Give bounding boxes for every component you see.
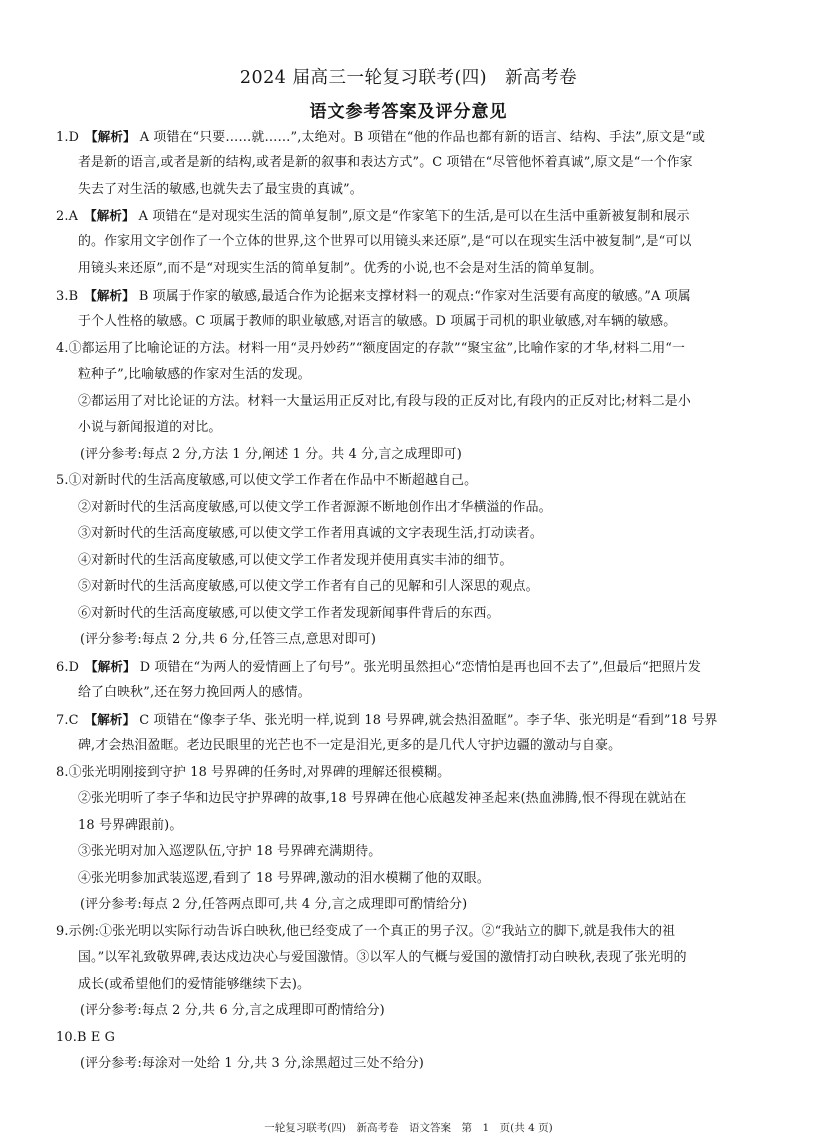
q9-scoring-note: (评分参考:每点 2 分,共 6 分,言之成理即可酌情给分) bbox=[80, 1003, 385, 1018]
q3-text: B 项属于作家的敏感,最适合作为论据来支撑材料一的观点:“作家对生活要有高度的敏感。”A 项属 bbox=[138, 289, 691, 304]
q2-analysis-tag: 【解析】 bbox=[84, 208, 135, 223]
q6-text: D 项错在“为两人的爱情画上了句号”。张光明虽然担心“恋情怕是再也回不去了”,但最后“把照片发 bbox=[139, 660, 701, 675]
q4-scoring-note: (评分参考:每点 2 分,方法 1 分,阐述 1 分。共 4 分,言之成理即可) bbox=[80, 447, 462, 462]
q3-line-2: 于个人性格的敏感。C 项属于教师的职业敏感,对语言的敏感。D 项属于司机的职业敏感,对车辆的敏感。 bbox=[78, 314, 677, 329]
q5-line-1: 5.①对新时代的生活高度敏感,可以使文学工作者在作品中不断超越自己。 bbox=[56, 473, 478, 488]
q1-text: A 项错在“只要……就……”,太绝对。B 项错在“他的作品也都有新的语言、结构、手法”,原文是“或 bbox=[139, 130, 706, 145]
q1-line-2: 者是新的语言,或者是新的结构,或者是新的叙事和表达方式”。C 项错在“尽管他怀着真诚”,原文是“一个作家 bbox=[78, 155, 693, 170]
q4-line-1: 4.①都运用了比喻论证的方法。材料一用“灵丹妙药”“额度固定的存款”“聚宝盆”,比喻作家的才华,材料二用“一 bbox=[56, 341, 686, 356]
q2-line-1 bbox=[56, 207, 776, 226]
q7-line-2: 碑,才会热泪盈眶。老边民眼里的光芒也不一定是泪光,更多的是几代人守护边疆的激动与自豪。 bbox=[78, 738, 622, 753]
q1-line-3: 失去了对生活的敏感,也就失去了最宝贵的真诚”。 bbox=[78, 182, 363, 197]
q6-line-1 bbox=[56, 658, 776, 677]
q7-analysis-tag: 【解析】 bbox=[84, 712, 136, 727]
q8-line-3: 18 号界碑跟前)。 bbox=[78, 818, 183, 833]
q7-line-1 bbox=[56, 711, 776, 730]
q10-scoring-note: (评分参考:每涂对一处给 1 分,共 3 分,涂黑超过三处不给分) bbox=[80, 1056, 424, 1071]
q5-line-5: ⑤对新时代的生活高度敏感,可以使文学工作者有自己的见解和引人深思的观点。 bbox=[78, 579, 539, 594]
q4-line-4: 小说与新闻报道的对比。 bbox=[78, 420, 222, 435]
q6-answer: 6.D bbox=[56, 660, 80, 675]
q8-line-5: ④张光明参加武装巡逻,看到了 18 号界碑,激动的泪水模糊了他的双眼。 bbox=[78, 871, 490, 886]
q4-line-3: ②都运用了对比论证的方法。材料一大量运用正反对比,有段与段的正反对比,有段内的正反对比;材料二是小 bbox=[78, 394, 691, 409]
q8-line-4: ③张光明对加入巡逻队伍,守护 18 号界碑充满期待。 bbox=[78, 844, 382, 859]
q2-line-2: 的。作家用文字创作了一个立体的世界,这个世界可以用镜头来还原”,是“可以在现实生活中被复制”,是“可以 bbox=[78, 234, 692, 249]
q1-analysis-tag: 【解析】 bbox=[85, 129, 136, 144]
q3-analysis-tag: 【解析】 bbox=[84, 288, 135, 303]
q1-answer: 1.D bbox=[56, 130, 80, 145]
q7-answer: 7.C bbox=[56, 713, 79, 728]
q9-line-1: 9.示例:①张光明以实际行动告诉白映秋,他已经变成了一个真正的男子汉。②“我站立的脚下,就是我伟大的祖 bbox=[56, 924, 676, 939]
q5-scoring-note: (评分参考:每点 2 分,共 6 分,任答三点,意思对即可) bbox=[80, 632, 377, 647]
page-title: 2024 届高三一轮复习联考(四) 新高考卷 bbox=[239, 68, 578, 88]
page-subtitle: 语文参考答案及评分意见 bbox=[309, 102, 508, 122]
q5-line-2: ②对新时代的生活高度敏感,可以使文学工作者源源不断地创作出才华横溢的作品。 bbox=[78, 500, 552, 515]
q2-answer: 2.A bbox=[56, 209, 79, 224]
q5-line-4: ④对新时代的生活高度敏感,可以使文学工作者发现并使用真实丰沛的细节。 bbox=[78, 553, 513, 568]
q8-line-1: 8.①张光明刚接到守护 18 号界碑的任务时,对界碑的理解还很模糊。 bbox=[56, 765, 451, 780]
q6-analysis-tag: 【解析】 bbox=[85, 659, 136, 674]
q8-scoring-note: (评分参考:每点 2 分,任答两点即可,共 4 分,言之成理即可酌情给分) bbox=[80, 897, 468, 912]
q4-line-2: 粒种子”,比喻敏感的作家对生活的发现。 bbox=[78, 367, 311, 382]
q2-line-3: 用镜头来还原”,而不是“对现实生活的简单复制”。优秀的小说,也不会是对生活的简单复制。 bbox=[78, 261, 603, 276]
q5-line-3: ③对新时代的生活高度敏感,可以使文学工作者用真诚的文字表现生活,打动读者。 bbox=[78, 526, 543, 541]
q9-line-2: 国。”以军礼致敬界碑,表达戍边决心与爱国激情。③以军人的气概与爱国的激情打动白映秋,表现了张光明的 bbox=[78, 950, 687, 965]
page-footer: 一轮复习联考(四) 新高考卷 语文答案 第 1 页(共 4 页) bbox=[264, 1122, 553, 1134]
q9-line-3: 成长(或希望他们的爱情能够继续下去)。 bbox=[78, 977, 311, 992]
q7-text: C 项错在“像李子华、张光明一样,说到 18 号界碑,就会热泪盈眶”。李子华、张光明是“看到”18 号界 bbox=[139, 713, 718, 728]
q5-line-6: ⑥对新时代的生活高度敏感,可以使文学工作者发现新闻事件背后的东西。 bbox=[78, 606, 500, 621]
q3-answer: 3.B bbox=[56, 289, 79, 304]
q8-line-2: ②张光明听了李子华和边民守护界碑的故事,18 号界碑在他心底越发神圣起来(热血沸腾,恨不得现在就站在 bbox=[78, 791, 687, 806]
q6-line-2: 给了白映秋”,还在努力挽回两人的感情。 bbox=[78, 685, 311, 700]
q10-line-1: 10.B E G bbox=[56, 1030, 116, 1045]
q1-line-1 bbox=[56, 128, 776, 147]
q2-text: A 项错在“是对现实生活的简单复制”,原文是“作家笔下的生活,是可以在生活中重新被复制和展示 bbox=[138, 209, 690, 224]
q3-line-1 bbox=[56, 287, 776, 306]
